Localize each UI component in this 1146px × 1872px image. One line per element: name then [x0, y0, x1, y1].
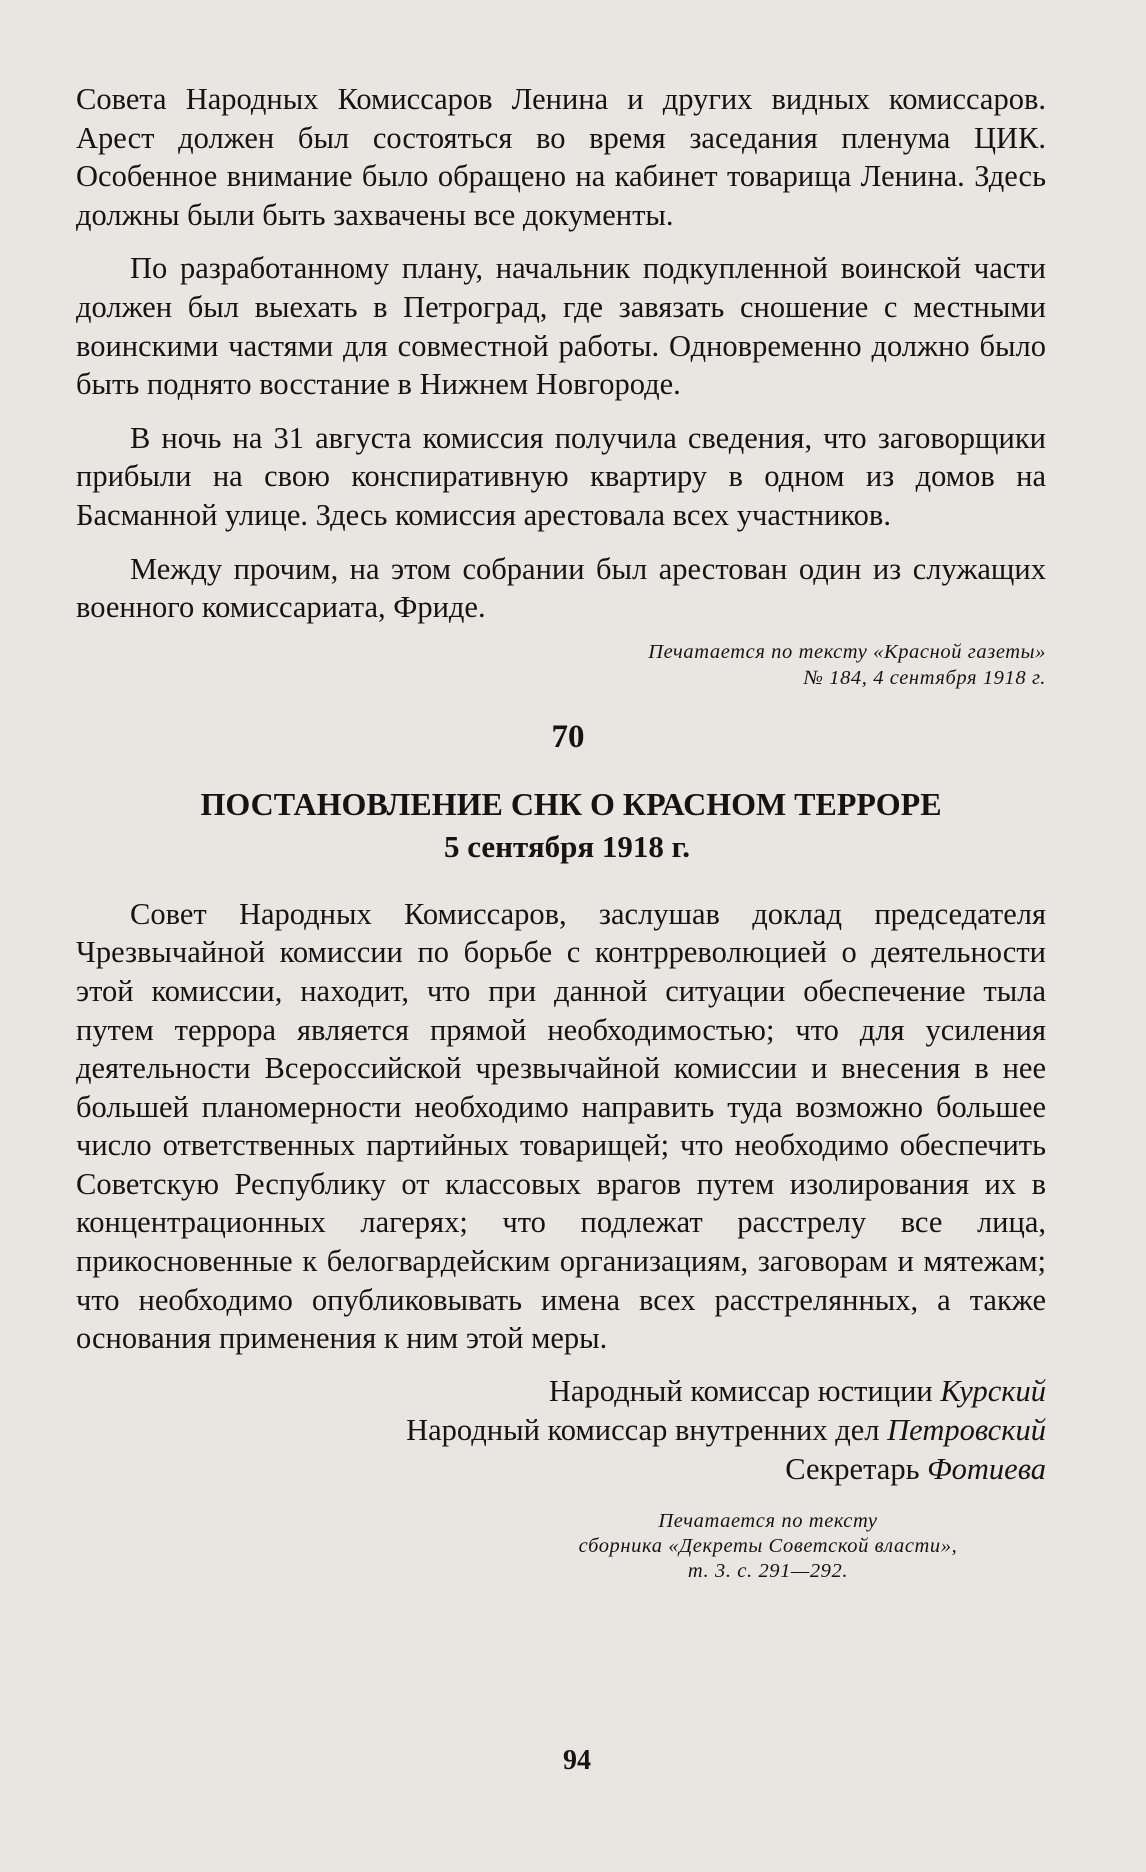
paragraph-plan: По разработанному плану, начальник подкупленной воинской части должен был выехать в Петроград, где завязать сношение с местными воинскими частями для совместной работы. Одновременно должно было быть поднято восстание в Нижнем Новгороде.: [76, 251, 1046, 402]
signature-fotieva: [76, 1450, 1046, 1489]
signature-name: Петровский: [887, 1412, 1046, 1447]
paragraph-continuation: Совета Народных Комиссаров Ленина и других видных комиссаров. Арест должен был состояться во время заседания пленума ЦИК. Особенное внимание было обращено на кабинет товарища Ленина. Здесь должны были быть захвачены все документы.: [76, 82, 1046, 232]
signature-petrovsky: [76, 1411, 1046, 1450]
source-note-line: Печатается по тексту «Красной газеты»: [648, 640, 1046, 663]
source-note-line: т. 3. с. 291—292.: [687, 1559, 849, 1582]
decree-body: Совет Народных Комиссаров, заслушав доклад председателя Чрезвычайной комиссии по борьбе с контрреволюцией о деятельности этой комиссии, находит, что при данной ситуации обеспечение тыла путем террора является прямой необходимостью; что для усиления деятельности Всероссийской чрезвычайной комиссии и внесения в нее большей планомерности необходимо направить туда возможно большее число ответственных партийных товарищей; что необходимо обеспечить Советскую Республику от классовых врагов путем изолирования их в концентрационных лагерях; что подлежат расстрелу все лица, прикосновенные к белогвардейским организациям, заговорам и мятежам; что необходимо опубликовывать имена всех расстрелянных, а также основания применения к ним этой меры.: [76, 896, 1046, 1356]
signature-name: Курский: [940, 1373, 1046, 1408]
document-number: 70: [551, 718, 585, 755]
source-note-line: сборника «Декреты Советской власти»,: [578, 1534, 958, 1557]
document-title: ПОСТАНОВЛЕНИЕ СНК О КРАСНОМ ТЕРРОРЕ: [200, 785, 942, 822]
signature-name: Фотиева: [927, 1451, 1046, 1486]
paragraph-arrest: В ночь на 31 августа комиссия получила сведения, что заговорщики прибыли на свою конспиративную квартиру в одном из домов на Басманной улице. Здесь комиссия арестовала всех участников.: [76, 420, 1046, 532]
source-note-dekrety: [518, 1509, 1018, 1584]
paragraph-fride: Между прочим, на этом собрании был арестован один из служащих военного комиссариата, Фриде.: [76, 551, 1046, 625]
signature-kursky: [76, 1372, 1046, 1411]
source-note-line: Печатается по тексту: [658, 1509, 878, 1532]
page-number: 94: [563, 1745, 591, 1776]
signature-role: Секретарь: [785, 1451, 920, 1486]
signature-role: Народный комиссар юстиции: [548, 1373, 933, 1408]
source-note-krasnaya-gazeta: [76, 639, 1046, 691]
source-note-line: № 184, 4 сентября 1918 г.: [803, 666, 1046, 689]
signature-role: Народный комиссар внутренних дел: [406, 1412, 880, 1447]
document-date: 5 сентября 1918 г.: [444, 828, 690, 864]
